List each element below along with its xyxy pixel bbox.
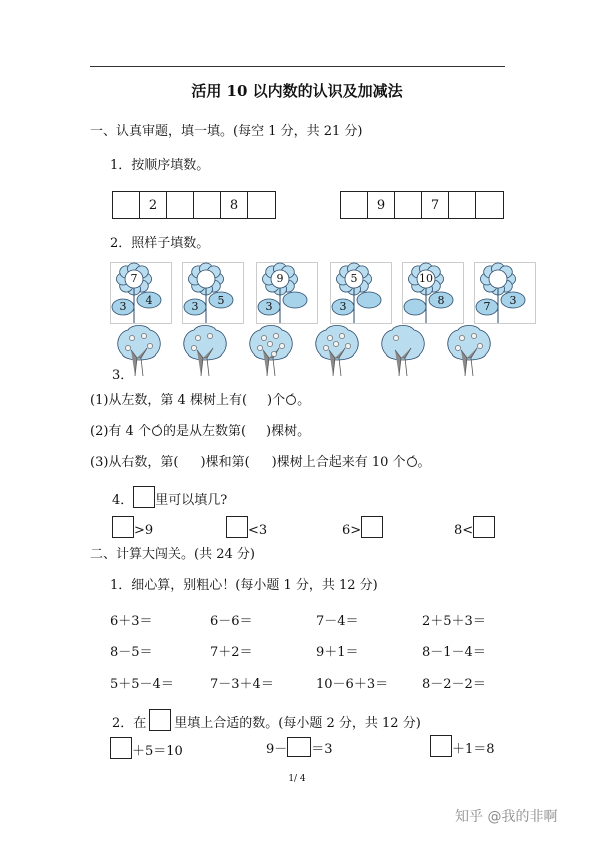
- flower-left-number: 3: [191, 300, 199, 313]
- flower-left-number: 3: [265, 300, 273, 313]
- s2-q2-label-post: 里填上合适的数。(每小题 2 分，共 12 分): [174, 716, 421, 731]
- seq-a-cell[interactable]: 8: [221, 192, 248, 218]
- equation-text: ＝3: [311, 742, 333, 757]
- q4-item-text: <3: [248, 523, 268, 538]
- answer-box[interactable]: [473, 516, 495, 538]
- q3-label: 3．: [112, 368, 134, 383]
- apple-icon: [151, 424, 163, 436]
- section2-heading: 二、计算大闯关。(共 24 分): [90, 547, 255, 562]
- s2-q2-eq1: [110, 737, 183, 760]
- seq-b-cell[interactable]: 9: [368, 192, 395, 218]
- q3-line2-text-b: 的是从左数第(: [162, 424, 247, 439]
- q4-label-text: 里可以填几?: [155, 493, 228, 508]
- seq-a-cell[interactable]: [167, 192, 194, 218]
- seq-a-cell[interactable]: [113, 192, 140, 218]
- calc-problem: 7－3＋4＝: [210, 677, 274, 692]
- flower-right-number: 5: [217, 294, 225, 307]
- flower-left-number: 3: [119, 300, 127, 313]
- q3-line3-text-c: )棵树上合起来有 10 个: [271, 455, 406, 470]
- seq-b-cell[interactable]: 7: [422, 192, 449, 218]
- sample-box: [133, 486, 155, 508]
- calc-problem: 8－5＝: [110, 645, 153, 660]
- seq-a-cell[interactable]: 2: [140, 192, 167, 218]
- answer-box[interactable]: [287, 737, 311, 757]
- calc-problem: 6－6＝: [210, 614, 253, 629]
- q3-line1: (1)从左数，第 4 棵树上有( )个 。: [90, 393, 311, 408]
- q4-label: [112, 486, 227, 509]
- q4-item-3: [342, 516, 383, 539]
- calc-problem: 8－1－4＝: [422, 645, 486, 660]
- q4-label-num: 4．: [112, 493, 134, 508]
- q4-item-text: 6>: [342, 523, 362, 538]
- seq-b-cell[interactable]: [395, 192, 422, 218]
- flower-left-number: 7: [483, 300, 491, 313]
- s2-q2-eq2: [266, 737, 333, 758]
- watermark: 知乎 @我的非啊: [455, 809, 558, 825]
- answer-box[interactable]: [430, 735, 452, 757]
- calc-problem: 7＋2＝: [210, 645, 253, 660]
- seq-a-cell[interactable]: [194, 192, 221, 218]
- calc-problem: 5＋5－4＝: [110, 677, 174, 692]
- flower-top-number: 10: [419, 272, 433, 285]
- section1-heading: 一、认真审题，填一填。(每空 1 分，共 21 分): [90, 124, 363, 139]
- q3-line3-text-b: )棵和第(: [200, 455, 250, 470]
- s2-q2-eq3: [430, 735, 495, 758]
- equation-text: ＋1＝8: [452, 742, 495, 757]
- flower-left-number: 3: [339, 300, 347, 313]
- calc-problem: 6＋3＝: [110, 614, 153, 629]
- q4-item-text: >9: [134, 523, 154, 538]
- calc-problem: 10－6＋3＝: [316, 677, 389, 692]
- q3-line2-text-c: )棵树。: [266, 424, 311, 439]
- q3-line2-text-a: (2)有 4 个: [90, 424, 151, 439]
- apple-tree: [378, 324, 428, 376]
- apple-tree: [246, 324, 296, 376]
- answer-box[interactable]: [112, 516, 134, 538]
- answer-box[interactable]: [226, 516, 248, 538]
- equation-text: ＋5＝10: [132, 744, 183, 759]
- flower-top-number: 5: [350, 272, 358, 285]
- s2-q1-label: 1．细心算，别粗心！(每小题 1 分，共 12 分): [110, 578, 378, 593]
- flower-diagram: [256, 262, 318, 324]
- page-title: 活用 10 以内数的认识及加减法: [191, 82, 403, 100]
- flower-diagram: [474, 262, 536, 324]
- sample-box: [149, 709, 171, 731]
- q4-item-2: [226, 516, 267, 539]
- calc-problem: 8－2－2＝: [422, 677, 486, 692]
- apple-tree: [180, 324, 230, 376]
- seq-b-cell[interactable]: [476, 192, 503, 218]
- top-rule: [90, 66, 505, 67]
- q4-item-1: [112, 516, 153, 539]
- apple-icon: [406, 455, 418, 467]
- answer-box[interactable]: [110, 737, 132, 759]
- calc-problem: 2＋5＋3＝: [422, 614, 486, 629]
- answer-box[interactable]: [361, 516, 383, 538]
- flower-top-number: 9: [276, 272, 284, 285]
- s2-q2-label-pre: 2．在: [112, 716, 147, 731]
- sequence-box-b: [340, 191, 504, 219]
- flower-right-number: 8: [437, 294, 445, 307]
- flower-diagram: [182, 262, 244, 324]
- q1-label: 1．按顺序填数。: [110, 158, 210, 173]
- page-number: 1/ 4: [288, 774, 306, 784]
- q3-line3: (3)从右数，第( )棵和第( )棵树上合起来有 10 个 。: [90, 455, 431, 470]
- seq-b-cell[interactable]: [449, 192, 476, 218]
- q3-line2: [90, 424, 310, 440]
- apple-tree: [444, 324, 494, 376]
- q3-line1-text-b: )个: [267, 393, 286, 408]
- flower-diagram: [402, 262, 464, 324]
- equation-text: 9－: [266, 742, 288, 757]
- flower-top-number: 7: [130, 272, 138, 285]
- calc-problem: 9＋1＝: [316, 645, 359, 660]
- seq-b-cell[interactable]: [341, 192, 368, 218]
- apple-tree: [312, 324, 362, 376]
- flower-diagram: [110, 262, 172, 324]
- s2-q2-label: [112, 709, 421, 732]
- calc-problem: 7－4＝: [316, 614, 359, 629]
- sequence-box-a: [112, 191, 276, 219]
- q3-line1-text-a: (1)从左数，第 4 棵树上有(: [90, 393, 248, 408]
- flower-right-number: 4: [145, 294, 153, 307]
- flower-diagram: [330, 262, 392, 324]
- seq-a-cell[interactable]: [248, 192, 275, 218]
- q4-item-text: 8<: [454, 523, 474, 538]
- q3-line3-text-a: (3)从右数，第(: [90, 455, 179, 470]
- q4-item-4: [454, 516, 495, 539]
- flower-right-number: 3: [509, 294, 517, 307]
- apple-icon: [285, 393, 297, 405]
- q2-label: 2．照样子填数。: [110, 236, 210, 251]
